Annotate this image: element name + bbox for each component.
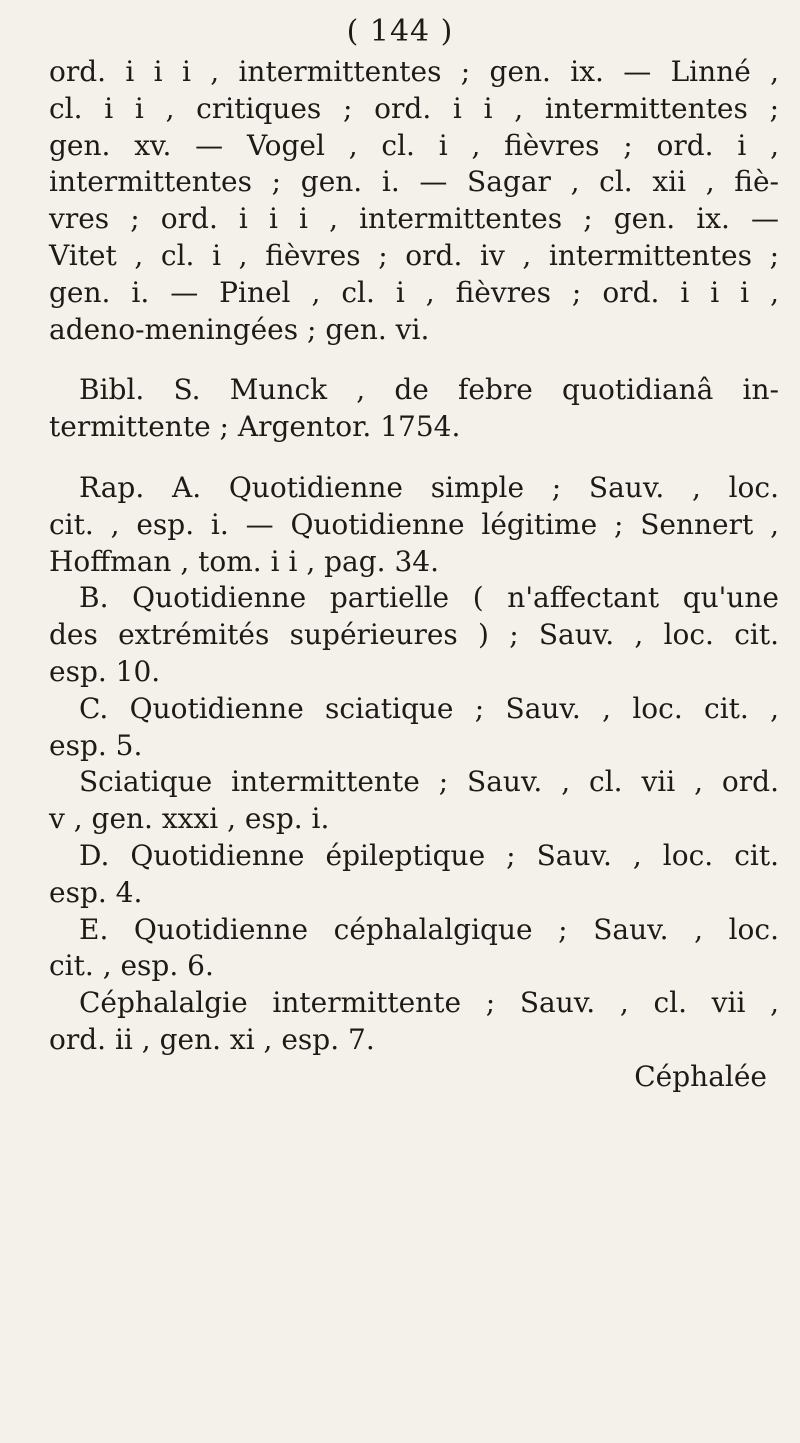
text-line: adeno-meningées ; gen. vi. xyxy=(49,312,430,346)
text-line: Hoffman , tom. i i , pag. 34. xyxy=(49,544,439,578)
bibliography-line: termittente ; Argentor. 1754. xyxy=(49,410,461,444)
body-text xyxy=(49,54,779,1096)
text-line: gen. i. — Pinel , cl. i , fièvres ; ord. i i i , xyxy=(49,275,779,309)
text-line: des extrémités supérieures ) ; Sauv. , loc. cit. xyxy=(49,618,779,652)
paragraph-gap xyxy=(49,446,779,470)
text-line: ord. i i i , intermittentes ; gen. ix. — Linné , xyxy=(49,55,779,88)
paragraph-gap xyxy=(49,348,779,372)
text-line: Céphalalgie intermittente ; Sauv. , cl. vii , xyxy=(79,986,779,1020)
text-line: vres ; ord. i i i , intermittentes ; gen. ix. — xyxy=(49,202,779,236)
text-line: cit. , esp. i. — Quotidienne légitime ; Sennert , xyxy=(49,507,779,541)
text-line: C. Quotidienne sciatique ; Sauv. , loc. cit. , xyxy=(79,691,779,725)
text-line: Rap. A. Quotidienne simple ; Sauv. , loc. xyxy=(79,470,779,504)
catchword: Céphalée xyxy=(634,1059,767,1093)
text-line: Vitet , cl. i , fièvres ; ord. iv , intermittentes ; xyxy=(49,238,779,272)
text-line: esp. 5. xyxy=(49,728,143,762)
text-line: esp. 4. xyxy=(49,875,143,909)
text-line: cit. , esp. 6. xyxy=(49,949,214,983)
text-line: B. Quotidienne partielle ( n'affectant qu'une xyxy=(79,581,779,615)
text-line: cl. i i , critiques ; ord. i i , intermittentes ; xyxy=(49,91,779,125)
page-number: ( 144 ) xyxy=(346,14,454,49)
text-line: D. Quotidienne épileptique ; Sauv. , loc. cit. xyxy=(79,838,779,872)
text-line: Sciatique intermittente ; Sauv. , cl. vii , ord. xyxy=(79,765,779,799)
text-line: v , gen. xxxi , esp. i. xyxy=(49,802,330,836)
text-line: gen. xv. — Vogel , cl. i , fièvres ; ord. i , xyxy=(49,128,779,162)
text-line: E. Quotidienne céphalalgique ; Sauv. , loc. xyxy=(79,912,779,946)
text-line: esp. 10. xyxy=(49,654,161,688)
text-line: intermittentes ; gen. i. — Sagar , cl. xii , fiè- xyxy=(49,165,779,199)
text-line: ord. ii , gen. xi , esp. 7. xyxy=(49,1022,375,1056)
bibliography-line: Bibl. S. Munck , de febre quotidianâ in- xyxy=(79,373,779,407)
